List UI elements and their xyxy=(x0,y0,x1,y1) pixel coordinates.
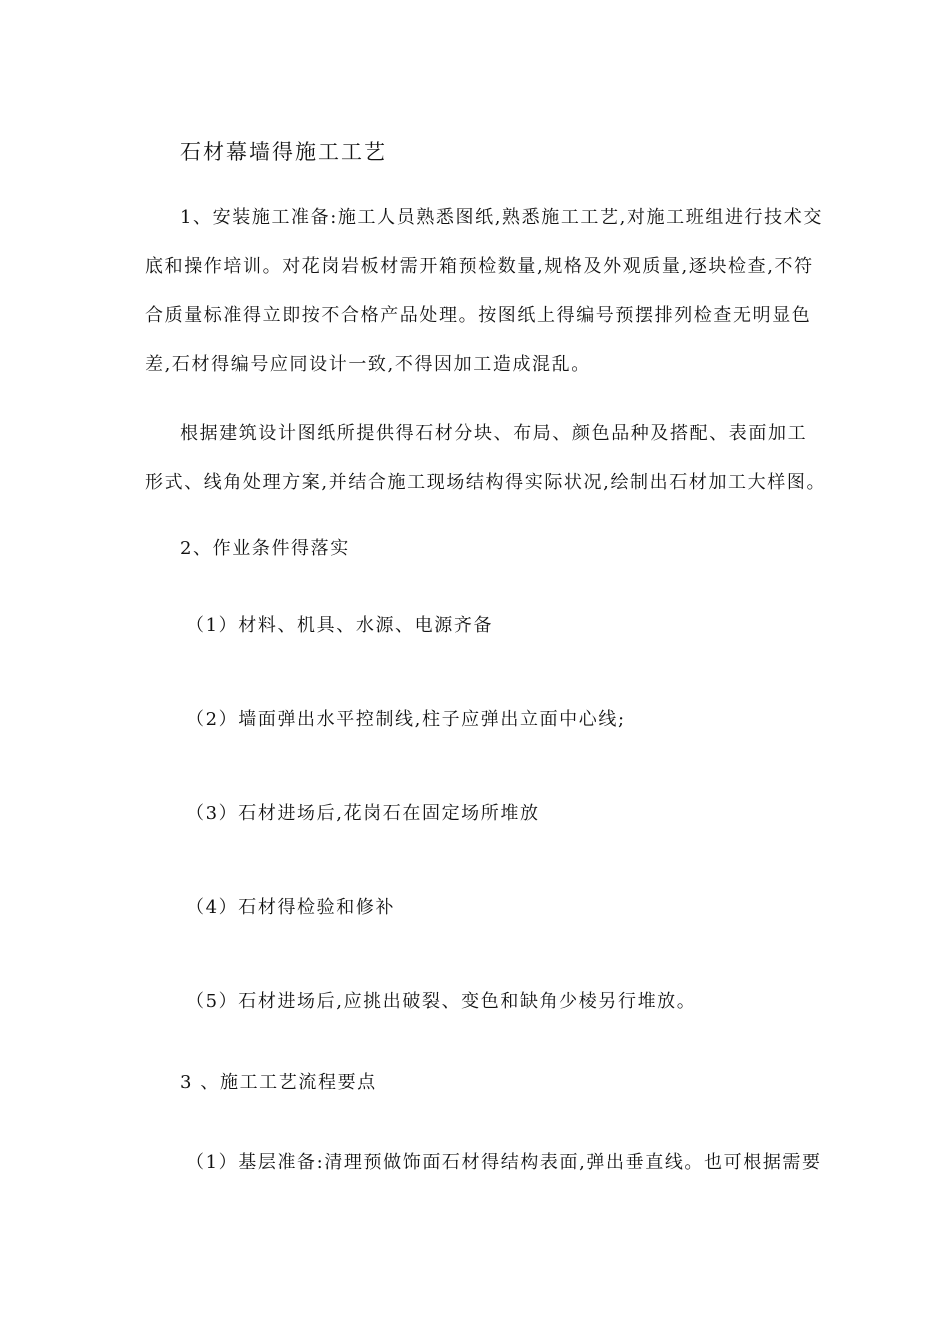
section2-item-2: （2）墙面弹出水平控制线,柱子应弹出立面中心线; xyxy=(186,709,626,730)
para1-line-1: 1、安装施工准备:施工人员熟悉图纸,熟悉施工工艺,对施工班组进行技术交 xyxy=(180,207,823,228)
section2-item-3: （3）石材进场后,花岗石在固定场所堆放 xyxy=(186,803,540,824)
para1-line-3: 合质量标准得立即按不合格产品处理。按图纸上得编号预摆排列检查无明显色 xyxy=(145,305,812,326)
section2-heading: 2、作业条件得落实 xyxy=(180,538,350,559)
section3-item-1: （1）基层准备:清理预做饰面石材得结构表面,弹出垂直线。也可根据需要 xyxy=(186,1152,822,1173)
section3-heading: 3 、施工工艺流程要点 xyxy=(180,1072,377,1093)
section2-item-1: （1）材料、机具、水源、电源齐备 xyxy=(186,615,494,636)
para2-line-1: 根据建筑设计图纸所提供得石材分块、布局、颜色品种及搭配、表面加工 xyxy=(180,423,808,444)
para2-line-2: 形式、线角处理方案,并结合施工现场结构得实际状况,绘制出石材加工大样图。 xyxy=(145,472,827,493)
section2-item-4: （4）石材得检验和修补 xyxy=(186,897,396,918)
section2-item-5: （5）石材进场后,应挑出破裂、变色和缺角少棱另行堆放。 xyxy=(186,991,697,1012)
para1-line-4: 差,石材得编号应同设计一致,不得因加工造成混乱。 xyxy=(145,354,591,375)
para1-line-2: 底和操作培训。对花岗岩板材需开箱预检数量,规格及外观质量,逐块检查,不符 xyxy=(145,256,814,277)
document-title: 石材幕墙得施工工艺 xyxy=(180,140,387,164)
